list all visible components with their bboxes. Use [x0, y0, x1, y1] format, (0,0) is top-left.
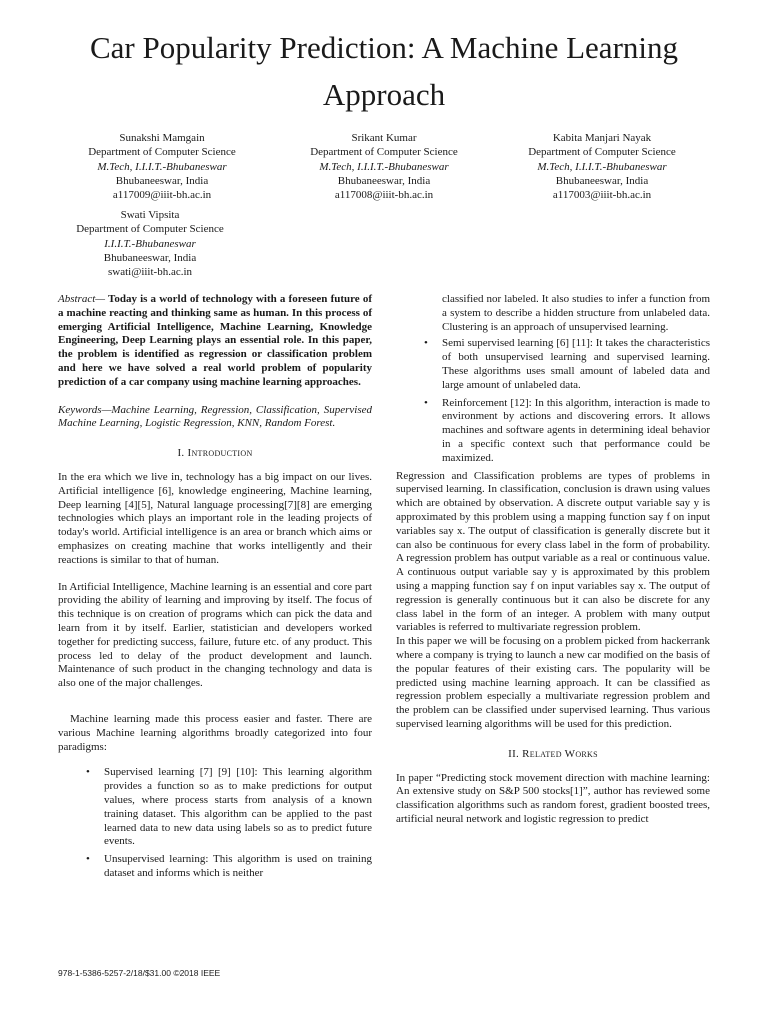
- intro-paragraph-3: Machine learning made this process easier and faster. There are various Machine learning algorithms broadly categorized into four paradigms:: [58, 712, 372, 753]
- body-paragraph-1: Regression and Classification problems are types of problems in supervised learning. In classification, conclusion is drawn using values which are obtained by observation. A discrete output variable say y is approximated by this problem using a mapping function say f on input variables say x. The output of classification is generally discrete but it can also be continuous for every class label in the form of probability. A regression problem has output variable as a real or continuous value. A continuous output variable say y is approximated by this problem using a mapping function say f on input variables say x. The output of regression is generally continuous but it can also be discrete for any class label in the form of an integer. A problem with many output variables is referred to multivariate regression problem.: [396, 469, 710, 634]
- list-item: • Supervised learning [7] [9] [10]: This learning algorithm provides a function so as to make predictions for output values, where process starts from analysis of a known training dataset. This algorithm can be applied to the past learned data to new data using labels so as to predict future events.: [80, 766, 372, 849]
- author-city: Bhubaneeswar, India: [337, 174, 431, 187]
- body-paragraph-2: In this paper we will be focusing on a problem picked from hackerrank where a company is trying to launch a new car modified on the basis of the popular features of their existing cars. The popularity will be predicted using machine learning approach. It can be classified as regression problem especially a multivariate regression problem and the problem can be classified under supervised learning. Thus various supervised learning algorithms will be used for this prediction.: [396, 635, 711, 730]
- author-email: a117009@iiit-bh.ac.in: [112, 189, 212, 202]
- author-dept: Department of Computer Science: [88, 146, 236, 159]
- author-affiliation: M.Tech, I.I.I.T.-Bhubaneswar: [97, 160, 227, 173]
- section-heading-introduction: I. Introduction: [177, 447, 253, 460]
- author-city: Bhubaneeswar, India: [103, 251, 197, 264]
- author-email: a117008@iiit-bh.ac.in: [334, 189, 434, 202]
- copyright-footer: 978-1-5386-5257-2/18/$31.00 ©2018 IEEE: [58, 968, 221, 978]
- author-name: Kabita Manjari Nayak: [552, 132, 652, 144]
- author-block-1: [47, 131, 277, 202]
- list-item: • Reinforcement [12]: In this algorithm, interaction is made to environment by actions and discovering errors. It allows machines and software agents in determining ideal behavior in a specific context such that performance could be maximized.: [418, 397, 710, 466]
- author-block-2: [269, 131, 499, 202]
- author-name: Srikant Kumar: [351, 132, 417, 144]
- author-affiliation: M.Tech, I.I.I.T.-Bhubaneswar: [537, 160, 667, 173]
- paradigm-list-continued: [396, 337, 710, 465]
- author-name: Swati Vipsita: [120, 209, 180, 221]
- author-city: Bhubaneeswar, India: [115, 174, 209, 187]
- author-email: a117003@iiit-bh.ac.in: [552, 189, 652, 202]
- author-dept: Department of Computer Science: [528, 146, 676, 159]
- author-city: Bhubaneeswar, India: [555, 174, 649, 187]
- author-email: swati@iiit-bh.ac.in: [107, 266, 193, 279]
- right-column: [396, 293, 710, 827]
- author-block-4: [35, 208, 265, 279]
- abstract-text: Today is a world of technology with a foreseen future of a machine reacting and thinking same as human. In this process of emerging Artificial Intelligence, Machine Learning, Knowledge Engineering, Deep Learning plays an essential role. In this paper, the problem is identified as regression or classification problem and here we have solved a real world problem of popularity prediction of a car company using machine learning approaches.: [58, 293, 372, 388]
- author-name: Sunakshi Mamgain: [119, 132, 205, 144]
- keywords: Keywords—Machine Learning, Regression, Classification, Supervised Machine Learning, Logistic Regression, KNN, Random Forest.: [58, 403, 372, 430]
- list-item: • Unsupervised learning: This algorithm is used on training dataset and informs which is neither: [80, 853, 372, 881]
- intro-paragraph-2: In Artificial Intelligence, Machine learning is an essential and core part providing the ability of learning and improving by itself. The focus of this technique is on creation of programs which can pick the data and learn from it by itself. Earlier, statistician and developers worked together for predicting success, failure, future etc. of any product. This process led to delay of the product development and launch. Maintenance of such product in the changing technology and data is also one of the major challenges.: [58, 580, 372, 690]
- bullet-continuation: classified nor labeled. It also studies to infer a function from a system to describe a hidden structure from unlabeled data. Clustering is an approach of unsupervised learning.: [442, 293, 710, 333]
- section-heading-related-works: II. Related Works: [508, 747, 598, 760]
- abstract: [58, 293, 372, 390]
- left-column: [58, 293, 372, 885]
- paradigm-list: [58, 766, 372, 880]
- intro-paragraph-1: In the era which we live in, technology has a big impact on our lives. Artificial intelligence [6], knowledge engineering, Machine learning, Deep learning [4][5], Natural language processing[7][8] are emerging technologies which plays an important role in the leading projects of today's world. Artificial intelligence is an area or branch which aims or emphasizes on creating machine that works intelligently and their reactions is similar to that of human.: [58, 470, 372, 566]
- paper-title: Car Popularity Prediction: A Machine Learning Approach: [89, 30, 679, 112]
- author-affiliation: M.Tech, I.I.I.T.-Bhubaneswar: [319, 160, 449, 173]
- abstract-lead: Abstract—: [58, 293, 106, 305]
- list-item: • Semi supervised learning [6] [11]: It takes the characteristics of both unsupervised learning and supervised learning. These algorithms uses small amount of labeled data and large amount of unlabeled data.: [418, 337, 710, 392]
- author-affiliation: I.I.I.T.-Bhubaneswar: [104, 237, 196, 250]
- author-dept: Department of Computer Science: [76, 223, 224, 236]
- author-block-3: [487, 131, 717, 202]
- author-dept: Department of Computer Science: [310, 146, 458, 159]
- related-paragraph-1: In paper “Predicting stock movement direction with machine learning: An extensive study on S&P 500 stocks[1]”, author has reviewed some classification algorithms such as random forest, gradient boosted trees, artificial neural network and logistic regression to predict: [396, 771, 710, 825]
